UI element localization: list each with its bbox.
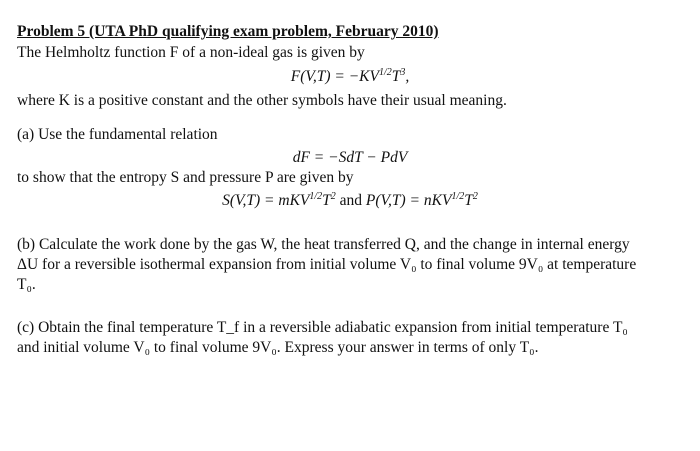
intro-description: where K is a positive constant and the other symbols have their usual meaning.: [17, 92, 507, 109]
part-c-line-2: and initial volume V₀ to final volume 9V₀. Express your answer in terms of only T₀.: [17, 339, 539, 356]
fundamental-relation-equation: dF = −SdT − PdV: [292, 149, 408, 166]
part-a-prompt: (a) Use the fundamental relation: [17, 126, 218, 143]
part-b-line-3: T₀.: [17, 276, 36, 293]
part-a-statement: to show that the entropy S and pressure P are given by: [17, 169, 354, 186]
entropy-pressure-equations: $S(V,T) = mKV^{1/2}T^2$ and $P(V,T) = nKV^{1/2}T^2$: [222, 191, 478, 209]
intro-line: The Helmholtz function F of a non-ideal gas is given by: [17, 44, 365, 61]
helmholtz-equation: $F(V,T) = -KV^{1/2}T^3$,: [290, 67, 410, 85]
part-b-line-1: (b) Calculate the work done by the gas W, the heat transferred Q, and the change in internal energy: [17, 236, 630, 253]
part-c-line-1: (c) Obtain the final temperature T_f in a reversible adiabatic expansion from initial temperature T₀: [17, 319, 628, 336]
problem-title: Problem 5 (UTA PhD qualifying exam problem, February 2010): [17, 23, 439, 40]
part-b-line-2: ΔU for a reversible isothermal expansion from initial volume V₀ to final volume 9V₀ at temperature: [17, 256, 637, 273]
